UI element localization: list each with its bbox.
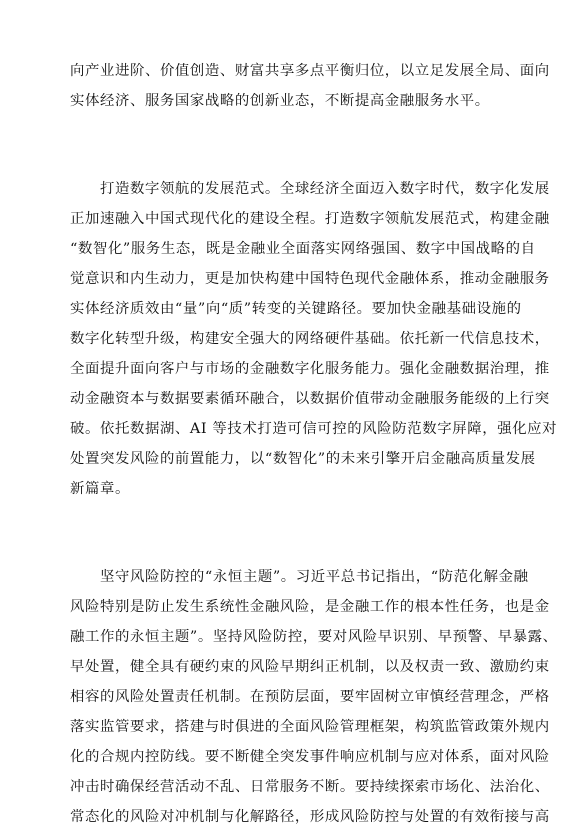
text-line: 相容的风险处置责任机制。在预防层面，要牢固树立审慎经营理念，严格 <box>70 689 550 705</box>
text-line: 破。依托数据湖、AI 等技术打造可信可控的风险防范数字屏障，强化应对 <box>70 421 558 437</box>
paragraph-1 <box>70 56 550 116</box>
text-line: 落实监管要求，搭建与时俱进的全面风险管理框架，构筑监管政策外规内 <box>70 719 550 735</box>
text-line: 向产业进阶、价值创造、财富共享多点平衡归位，以立足发展全局、面向 <box>70 63 550 79</box>
text-line: 打造数字领航的发展范式。全球经济全面迈入数字时代，数字化发展 <box>70 181 550 197</box>
paragraph-2 <box>70 174 558 504</box>
text-line: 坚守风险防控的“永恒主题”。习近平总书记指出，“防范化解金融 <box>70 569 529 585</box>
paragraph-gap <box>70 116 510 174</box>
text-line: 融工作的永恒主题”。坚持风险防控，要对风险早识别、早预警、早暴露、 <box>70 629 558 645</box>
text-line: 觉意识和内生动力，更是加快构建中国特色现代金融体系，推动金融服务 <box>70 271 550 287</box>
text-line: 全面提升面向客户与市场的金融数字化服务能力。强化金融数据治理，推 <box>70 361 550 377</box>
paragraph-3 <box>70 562 558 832</box>
text-line: “数智化”服务生态，既是金融业全面落实网络强国、数字中国战略的自 <box>70 241 536 257</box>
text-line: 实体经济、服务国家战略的创新业态，不断提高金融服务水平。 <box>70 93 490 109</box>
text-line: 常态化的风险对冲机制与化解路径，形成风险防控与处置的有效衔接与高 <box>70 809 550 825</box>
text-line: 实体经济质效由“量”向“质”转变的关键路径。要加快金融基础设施的 <box>70 301 522 317</box>
text-line: 动金融资本与数据要素循环融合，以数据价值带动金融服务能级的上行突 <box>70 391 550 407</box>
text-line: 正加速融入中国式现代化的建设全程。打造数字领航发展范式，构建金融 <box>70 211 550 227</box>
text-line: 新篇章。 <box>70 481 130 497</box>
text-line: 冲击时确保经营活动不乱、日常服务不断。要持续探索市场化、法治化、 <box>70 779 550 795</box>
text-line: 处置突发风险的前置能力，以“数智化”的未来引擎开启金融高质量发展 <box>70 451 536 467</box>
paragraph-gap <box>70 504 510 562</box>
text-line: 早处置，健全具有硬约束的风险早期纠正机制，以及权责一致、激励约束 <box>70 659 550 675</box>
document-page <box>70 56 558 832</box>
text-line: 数字化转型升级，构建安全强大的网络硬件基础。依托新一代信息技术， <box>70 331 550 347</box>
text-line: 风险特别是防止发生系统性金融风险，是金融工作的根本性任务，也是金 <box>70 599 550 615</box>
text-line: 化的合规内控防线。要不断健全突发事件响应机制与应对体系，面对风险 <box>70 749 550 765</box>
